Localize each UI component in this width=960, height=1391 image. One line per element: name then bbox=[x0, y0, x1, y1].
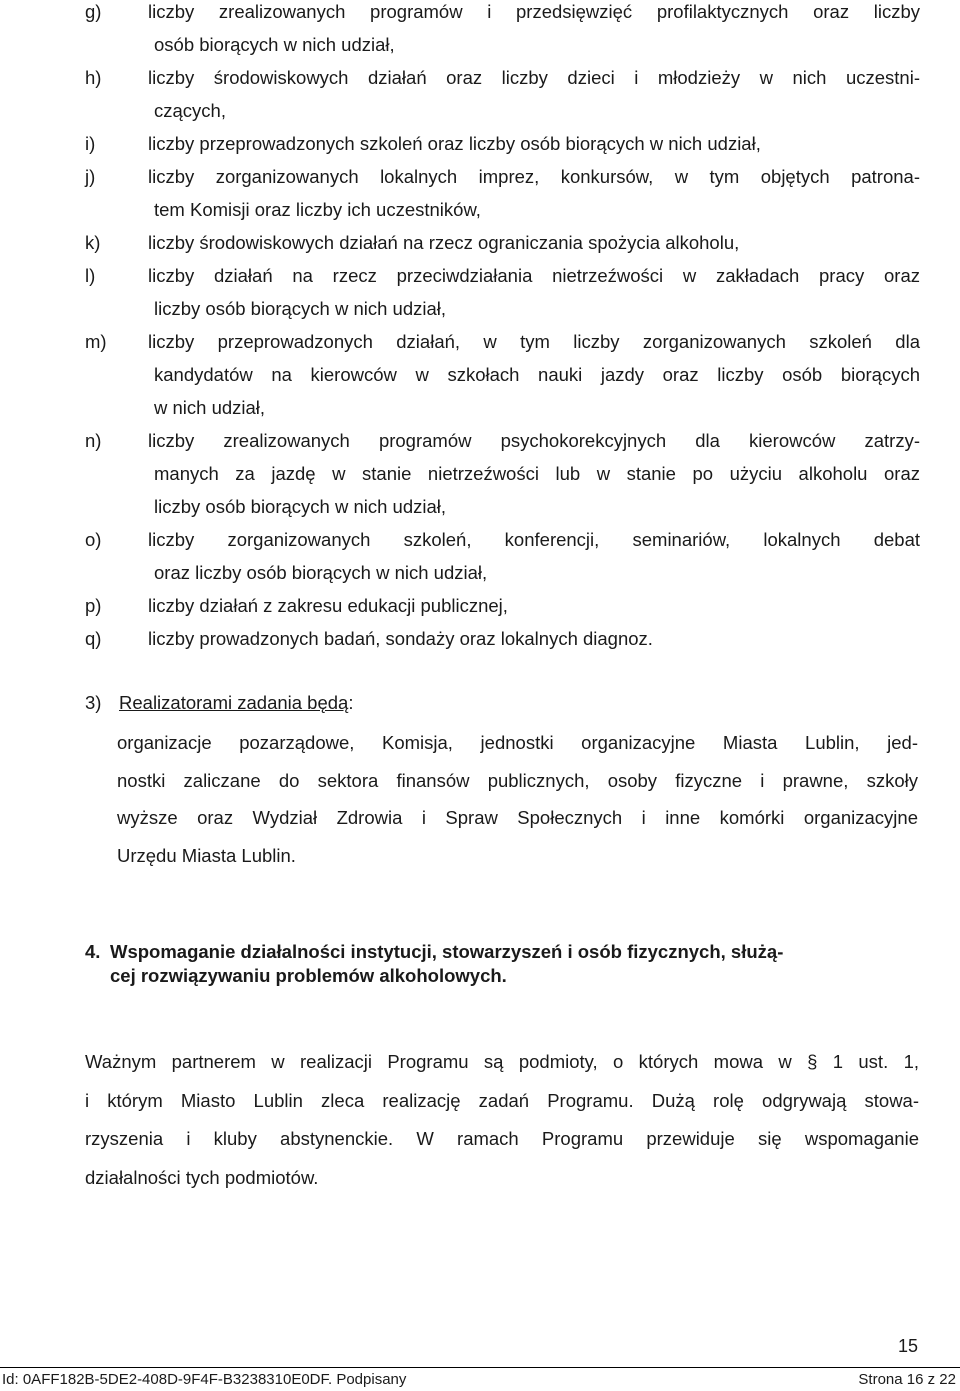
list-item-line: liczby osób biorących w nich udział, bbox=[154, 496, 447, 517]
section-4-title-line1: Wspomaganie działalności instytucji, stowarzyszeń i osób fizycznych, służą- bbox=[110, 941, 784, 962]
section-4-heading bbox=[85, 940, 920, 988]
section-3-colon: : bbox=[348, 692, 354, 713]
list-item bbox=[85, 0, 920, 61]
list-item bbox=[85, 325, 920, 424]
list-item-line: liczby środowiskowych działań oraz liczby dzieci i młodzieży w nich uczestni- bbox=[148, 67, 920, 88]
section-3-line: organizacje pozarządowe, Komisja, jednostki organizacyjne Miasta Lublin, jed- bbox=[117, 732, 918, 753]
list-item-marker: j) bbox=[85, 166, 96, 187]
section-3-body bbox=[117, 724, 918, 874]
list-item-text bbox=[148, 127, 920, 160]
list-item-line: liczby zrealizowanych programów psychokorekcyjnych dla kierowców zatrzy- bbox=[148, 430, 920, 451]
list-item bbox=[85, 589, 920, 622]
list-item-marker: k) bbox=[85, 232, 101, 253]
list-item-line: liczby przeprowadzonych działań, w tym liczby zorganizowanych szkoleń dla bbox=[148, 331, 920, 352]
list-item-text bbox=[148, 0, 920, 61]
list-item-marker: n) bbox=[85, 430, 102, 451]
partner-paragraph bbox=[85, 1043, 919, 1197]
list-item bbox=[85, 61, 920, 127]
list-item bbox=[85, 622, 920, 655]
list-item-line: tem Komisji oraz liczby ich uczestników, bbox=[154, 199, 481, 220]
list-item-line: liczby zorganizowanych szkoleń, konferencji, seminariów, lokalnych debat bbox=[148, 529, 920, 550]
list-item bbox=[85, 424, 920, 523]
section-3-line: wyższe oraz Wydział Zdrowia i Spraw Społecznych i inne komórki organizacyjne bbox=[117, 807, 918, 828]
list-item-text bbox=[148, 160, 920, 226]
list-item-line: liczby prowadzonych badań, sondaży oraz lokalnych diagnoz. bbox=[148, 628, 653, 649]
list-item-text bbox=[148, 61, 920, 127]
list-item-text bbox=[148, 226, 920, 259]
list-item-line: liczby działań na rzecz przeciwdziałania nietrzeźwości w zakładach pracy oraz bbox=[148, 265, 920, 286]
list-item-marker: p) bbox=[85, 595, 102, 616]
list-item-line: liczby zorganizowanych lokalnych imprez, konkursów, w tym objętych patrona- bbox=[148, 166, 920, 187]
list-item-text bbox=[148, 589, 920, 622]
list-item-text bbox=[148, 259, 920, 325]
list-item-marker: m) bbox=[85, 331, 107, 352]
list-item-marker: g) bbox=[85, 1, 102, 22]
list-item-line: liczby przeprowadzonych szkoleń oraz liczby osób biorących w nich udział, bbox=[148, 133, 761, 154]
section-3-number: 3) bbox=[85, 692, 102, 713]
list-item-marker: h) bbox=[85, 67, 102, 88]
list-item-text bbox=[148, 523, 920, 589]
list-item-marker: o) bbox=[85, 529, 102, 550]
section-3-heading bbox=[85, 690, 353, 716]
list-item bbox=[85, 226, 920, 259]
paragraph-line: działalności tych podmiotów. bbox=[85, 1166, 319, 1188]
list-item-line: liczby zrealizowanych programów i przedsięwzięć profilaktycznych oraz liczby bbox=[148, 1, 920, 22]
list-item-line: osób biorących w nich udział, bbox=[154, 34, 395, 55]
section-3-title: Realizatorami zadania będą bbox=[119, 692, 349, 713]
list-item-line: manych za jazdę w stanie nietrzeźwości lub w stanie po użyciu alkoholu oraz bbox=[154, 463, 920, 484]
section-3-line: nostki zaliczane do sektora finansów publicznych, osoby fizyczne i prawne, szkoły bbox=[117, 769, 918, 791]
list-item bbox=[85, 160, 920, 226]
list-item-line: liczby działań z zakresu edukacji publicznej, bbox=[148, 595, 508, 616]
lettered-list bbox=[0, 0, 960, 655]
paragraph-line: Ważnym partnerem w realizacji Programu są podmioty, o których mowa w § 1 ust. 1, bbox=[85, 1051, 919, 1072]
section-4-title-line2: cej rozwiązywaniu problemów alkoholowych. bbox=[110, 965, 507, 986]
list-item-marker: q) bbox=[85, 628, 102, 649]
section-3-line: Urzędu Miasta Lublin. bbox=[117, 844, 296, 866]
list-item-line: liczby osób biorących w nich udział, bbox=[154, 298, 447, 319]
paragraph-line: rzyszenia i kluby abstynenckie. W ramach Programu przewiduje się wspomaganie bbox=[85, 1128, 919, 1149]
list-item-line: oraz liczby osób biorących w nich udział, bbox=[154, 562, 488, 583]
list-item bbox=[85, 523, 920, 589]
list-item bbox=[85, 259, 920, 325]
footer-page-label: Strona 16 z 22 bbox=[858, 1371, 956, 1388]
paragraph-line: i którym Miasto Lublin zleca realizację zadań Programu. Dużą rolę odgrywają stowa- bbox=[85, 1089, 919, 1111]
list-item-line: liczby środowiskowych działań na rzecz ograniczania spożycia alkoholu, bbox=[148, 232, 740, 253]
list-item-line: w nich udział, bbox=[154, 397, 266, 418]
list-item-text bbox=[148, 424, 920, 523]
page-number: 15 bbox=[897, 1336, 918, 1356]
list-item-marker: l) bbox=[85, 265, 96, 286]
section-4-number: 4. bbox=[85, 941, 101, 962]
footer-document-id: Id: 0AFF182B-5DE2-408D-9F4F-B3238310E0DF. Podpisany bbox=[2, 1371, 407, 1388]
footer-divider bbox=[0, 1367, 960, 1368]
list-item-line: czących, bbox=[154, 100, 226, 121]
list-item-text bbox=[148, 622, 920, 655]
list-item bbox=[85, 127, 920, 160]
list-item-line: kandydatów na kierowców w szkołach nauki jazdy oraz liczby osób biorących bbox=[154, 364, 920, 385]
list-item-marker: i) bbox=[85, 133, 96, 154]
list-item-text bbox=[148, 325, 920, 424]
